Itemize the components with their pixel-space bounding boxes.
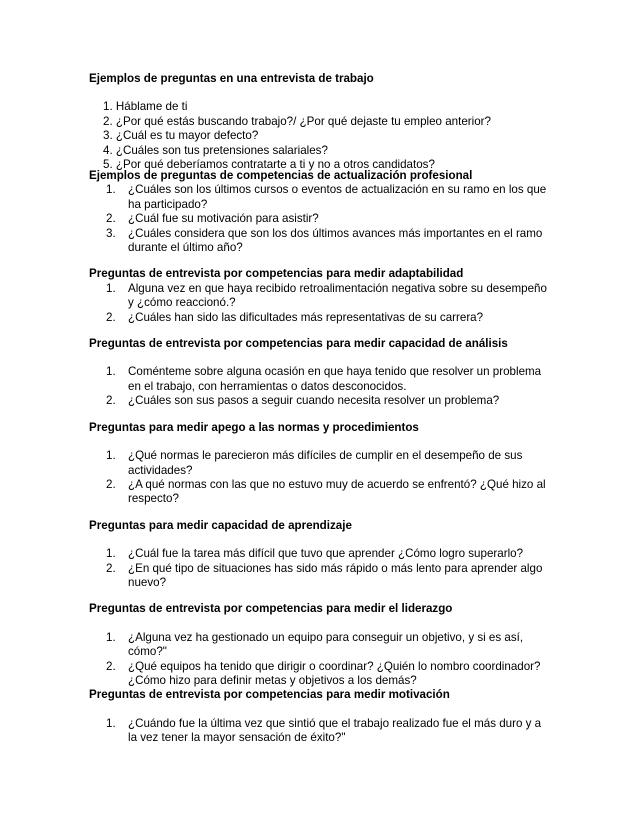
question-item: 1. ¿Qué normas le parecieron más difíciles de cumplir en el desempeño de sus actividades? <box>106 449 523 477</box>
intro-item: 3. ¿Cuál es tu mayor defecto? <box>103 129 259 143</box>
sections <box>89 169 551 746</box>
question-list <box>89 449 551 507</box>
question-list <box>89 717 551 746</box>
intro-list <box>89 100 551 172</box>
question-item: 2. ¿A qué normas con las que no estuvo muy de acuerdo se enfrentó? ¿Qué hizo al respecto? <box>106 477 546 506</box>
question-item: 1. ¿Cuándo fue la última vez que sintió que el trabajo realizado fue el más duro y a la vez tener la mayor sensación de éxito?" <box>106 716 542 745</box>
section-adaptabilidad <box>89 267 551 325</box>
section-heading: Preguntas de entrevista por competencias para medir adaptabilidad <box>89 267 464 281</box>
document-title: Ejemplos de preguntas en una entrevista de trabajo <box>89 72 374 85</box>
question-item: 1. ¿Alguna vez ha gestionado un equipo para conseguir un objetivo, y si es así, cómo?" <box>106 630 524 659</box>
intro-item: 2. ¿Por qué estás buscando trabajo?/ ¿Por qué dejaste tu empleo anterior? <box>103 114 491 128</box>
question-item: 2. ¿Cuáles son sus pasos a seguir cuando necesita resolver un problema? <box>106 394 500 408</box>
question-item: 1. Alguna vez en que haya recibido retroalimentación negativa sobre su desempeño y ¿cómo reaccionó.? <box>106 281 547 310</box>
section-analisis <box>89 337 551 409</box>
section-heading: Ejemplos de preguntas de competencias de actualización profesional <box>89 169 473 182</box>
section-motivacion <box>89 688 551 745</box>
section-normas <box>89 421 551 507</box>
question-list <box>89 547 551 590</box>
document-body <box>89 72 551 172</box>
question-item: 3. ¿Cuáles considera que son los dos últimos avances más importantes en el ramo durante el último año? <box>106 226 543 255</box>
question-item: 2. ¿En qué tipo de situaciones has sido más rápido o más lento para aprender algo nuevo? <box>106 561 543 589</box>
question-item: 2. ¿Qué equipos ha tenido que dirigir o coordinar? ¿Quién lo nombro coordinador? ¿Cómo hizo para definir metas y objetivos a los demás? <box>106 659 541 687</box>
section-heading: Preguntas para medir capacidad de aprendizaje <box>89 518 352 532</box>
question-list <box>89 631 551 689</box>
question-item: 2. ¿Cuáles han sido las dificultades más representativas de su carrera? <box>106 310 484 324</box>
section-heading: Preguntas de entrevista por competencias para medir motivación <box>89 688 450 702</box>
question-item: 2. ¿Cuál fue su motivación para asistir? <box>106 212 319 226</box>
intro-item: 5. ¿Por qué deberíamos contratarte a ti y no a otros candidatos? <box>103 158 435 172</box>
section-aprendizaje <box>89 519 551 591</box>
question-item: 1. Coménteme sobre alguna ocasión en que haya tenido que resolver un problema en el trabajo, con herramientas o datos desconocidos. <box>106 365 542 393</box>
intro-item: 1. Háblame de ti <box>103 100 188 114</box>
question-list <box>89 282 551 325</box>
question-item: 1. ¿Cuál fue la tarea más difícil que tuvo que aprender ¿Cómo logro superarlo? <box>106 547 524 561</box>
question-list <box>89 183 551 255</box>
section-actualizacion <box>89 169 551 255</box>
question-list <box>89 365 551 408</box>
section-heading: Preguntas de entrevista por competencias para medir capacidad de análisis <box>89 337 508 351</box>
section-liderazgo <box>89 602 551 688</box>
section-heading: Preguntas para medir apego a las normas y procedimientos <box>89 420 419 434</box>
question-item: 1. ¿Cuáles son los últimos cursos o eventos de actualización en su ramo en los que ha participado? <box>106 183 547 211</box>
section-heading: Preguntas de entrevista por competencias para medir el liderazgo <box>89 602 453 616</box>
intro-item: 4. ¿Cuáles son tus pretensiones salariales? <box>103 143 328 157</box>
